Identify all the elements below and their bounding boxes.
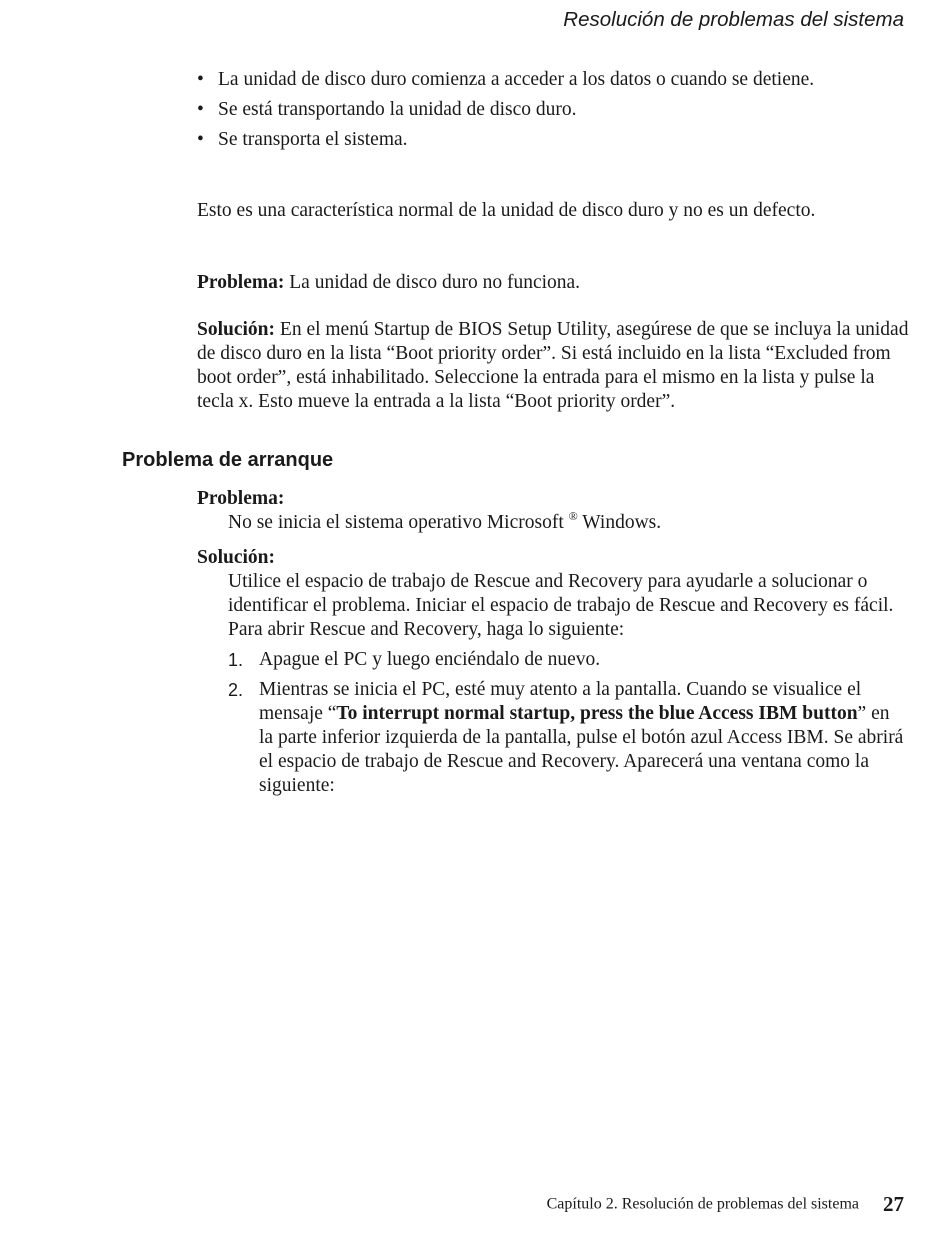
- steps-list: [228, 648, 908, 804]
- startup-problem-text-start: No se inicia el sistema operativo Microsoft: [228, 512, 569, 533]
- section-heading: Problema de arranque: [122, 449, 334, 471]
- bullet-item: • Se está transportando la unidad de disco duro.: [197, 98, 909, 122]
- bullet-list: [197, 68, 909, 158]
- startup-solution-label: Solución:: [197, 547, 276, 568]
- bullet-item: • La unidad de disco duro comienza a acceder a los datos o cuando se detiene.: [197, 68, 909, 92]
- startup-problem-text-end: Windows.: [577, 512, 662, 533]
- step-text: Apague el PC y luego enciéndalo de nuevo.: [259, 649, 601, 670]
- page-number: 27: [883, 1192, 904, 1216]
- startup-problem-text: [228, 511, 908, 535]
- normal-note-paragraph: Esto es una característica normal de la unidad de disco duro y no es un defecto.: [197, 200, 816, 221]
- registered-mark: ®: [568, 509, 578, 523]
- step-item: [228, 648, 908, 672]
- problem-label: Problema:: [197, 272, 285, 293]
- solution-paragraph: [197, 318, 909, 414]
- problem-paragraph: [197, 271, 909, 295]
- footer-chapter: Capítulo 2. Resolución de problemas del sistema: [546, 1195, 859, 1213]
- step-text-end: ” en la parte inferior izquierda de la pantalla, pulse el botón azul Access IBM. Se abrirá el espacio de trabajo de Rescue and Recovery. Aparecerá una ventana como la siguiente:: [259, 703, 904, 796]
- page-footer: [547, 1192, 904, 1217]
- step-text-start: Mientras se inicia el PC, esté muy atento a la pantalla. Cuando se visualice el mensaje “: [259, 679, 862, 724]
- solution-text: En el menú Startup de BIOS Setup Utility, asegúrese de que se incluya la unidad de disco duro en la lista “Boot priority order”. Si está incluido en la lista “Excluded from boot order”, está inhabilitado. Seleccione la entrada para el mismo en la lista y pulse la tecla x. Esto mueve la entrada a la lista “Boot priority order”.: [197, 319, 909, 412]
- step-bold-message: To interrupt normal startup, press the blue Access IBM button: [336, 703, 858, 724]
- step-item: [228, 678, 908, 798]
- problem-text: La unidad de disco duro no funciona.: [284, 272, 581, 293]
- bullet-item: • Se transporta el sistema.: [197, 128, 909, 152]
- startup-solution-text: Utilice el espacio de trabajo de Rescue and Recovery para ayudarle a solucionar o identificar el problema. Iniciar el espacio de trabajo de Rescue and Recovery es fácil. Para abrir Rescue and Recovery, haga lo siguiente:: [228, 571, 894, 640]
- solution-label: Solución:: [197, 319, 276, 340]
- running-head: Resolución de problemas del sistema: [563, 8, 904, 31]
- startup-problem-label: Problema:: [197, 488, 285, 509]
- step-number: 2.: [228, 680, 244, 700]
- step-number: 1.: [228, 650, 244, 670]
